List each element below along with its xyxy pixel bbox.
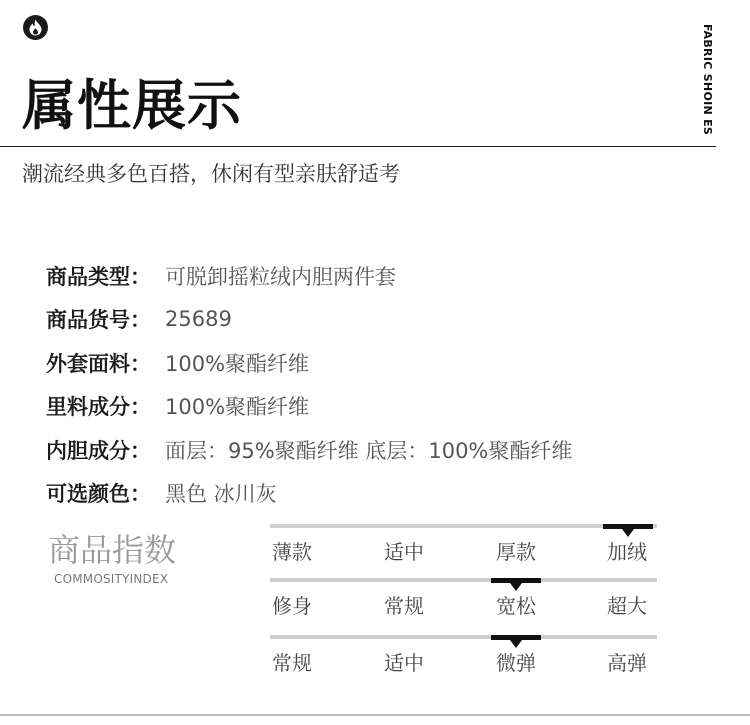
spec-colon: ： xyxy=(130,264,151,289)
scale-label: 高弹 xyxy=(607,651,647,675)
spec-label: 商品货号 xyxy=(46,308,130,333)
spec-value: 25689 xyxy=(165,307,232,332)
page-title: 属性展示 xyxy=(22,74,242,137)
scale-label: 超大 xyxy=(607,594,647,618)
spec-colon: ： xyxy=(130,351,151,376)
scale-label: 修身 xyxy=(272,594,312,618)
spec-colon: ： xyxy=(130,308,151,333)
scale-label: 适中 xyxy=(384,651,424,675)
spec-value: 可脱卸摇粒绒内胆两件套 xyxy=(165,264,396,289)
scale-label: 薄款 xyxy=(272,540,312,564)
flame-icon xyxy=(28,19,43,36)
spec-colon: ： xyxy=(130,482,151,507)
spec-label: 外套面料 xyxy=(46,351,130,376)
spec-label: 可选颜色 xyxy=(46,482,130,507)
scale-label: 加绒 xyxy=(607,540,647,564)
scale-track xyxy=(270,578,657,582)
page-subtitle: 潮流经典多色百搭，休闲有型亲肤舒适考 xyxy=(22,162,400,186)
scale-marker-notch xyxy=(622,529,634,537)
scale-label: 宽松 xyxy=(496,594,536,618)
bottom-divider xyxy=(0,714,750,716)
spec-value: 100%聚酯纤维 xyxy=(165,351,310,376)
spec-label: 里料成分 xyxy=(46,395,130,420)
spec-colon: ： xyxy=(130,438,151,463)
spec-row-colors xyxy=(46,472,572,516)
spec-row-outer-fabric xyxy=(46,341,572,385)
spec-colon: ： xyxy=(130,395,151,420)
spec-value: 100%聚酯纤维 xyxy=(165,395,310,420)
spec-list xyxy=(46,254,572,515)
spec-value: 黑色 冰川灰 xyxy=(165,482,277,507)
spec-row-type xyxy=(46,254,572,298)
scale-label: 微弹 xyxy=(496,651,536,675)
spec-value: 面层：95%聚酯纤维 底层：100%聚酯纤维 xyxy=(165,438,573,463)
spec-row-inner-liner xyxy=(46,428,572,472)
scale-track xyxy=(270,524,657,528)
scale-label: 常规 xyxy=(272,651,312,675)
spec-row-item-number xyxy=(46,298,572,342)
scale-track xyxy=(270,635,657,639)
spec-row-lining xyxy=(46,385,572,429)
scale-label: 厚款 xyxy=(496,540,536,564)
spec-label: 内胆成分 xyxy=(46,438,130,463)
brand-logo xyxy=(23,15,48,40)
scale-label: 适中 xyxy=(384,540,424,564)
scale-label: 常规 xyxy=(384,594,424,618)
spec-label: 商品类型 xyxy=(46,264,130,289)
index-subtitle: COMMOSITYINDEX xyxy=(54,572,169,586)
brand-vertical-text: FABRIC SHOIN ES xyxy=(701,24,714,136)
scale-marker-notch xyxy=(510,583,522,591)
index-title: 商品指数 xyxy=(48,531,177,569)
scale-marker-notch xyxy=(510,640,522,648)
title-divider xyxy=(0,146,716,147)
